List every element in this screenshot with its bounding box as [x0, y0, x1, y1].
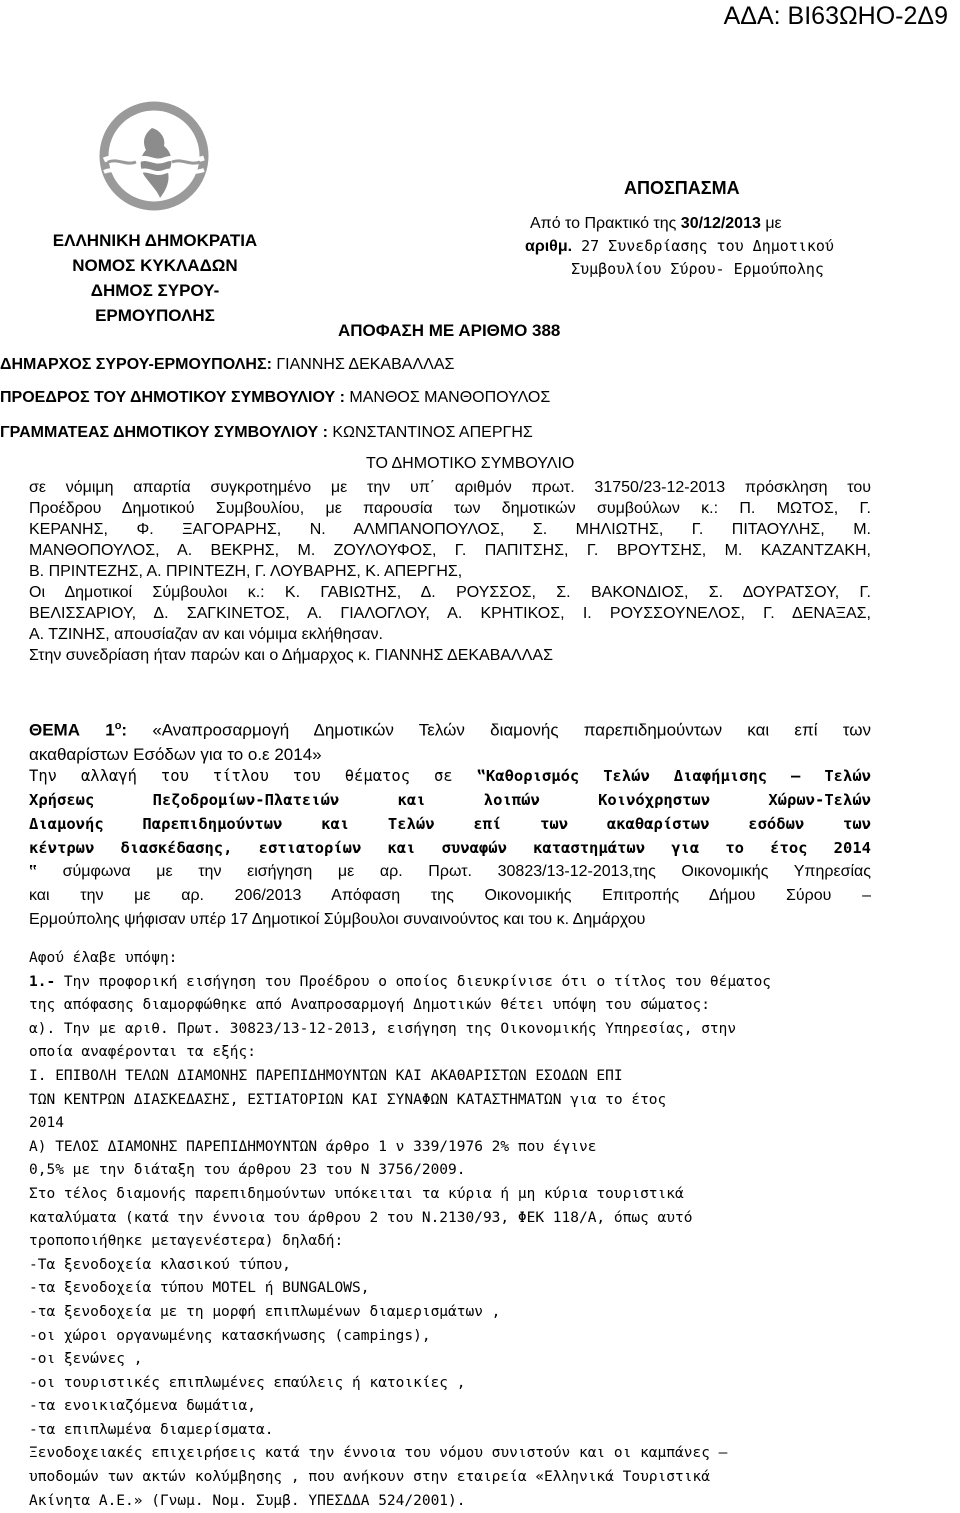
quorum-line: Α. ΤΖΙΝΗΣ, απουσίαζαν αν και νόμιμα εκλήθησαν. — [29, 626, 383, 643]
body-line — [29, 1065, 871, 1089]
body-line-text: α). Την με αριθ. Πρωτ. 30823/13-12-2013, εισήγηση της Οικονομικής Υπηρεσίας, στην — [29, 1020, 737, 1037]
body-line-text: -Τα ξενοδοχεία κλασικού τύπου, — [29, 1256, 291, 1273]
change-line: και την με αρ. 206/2013 Απόφαση της Οικονομικής Επιτροπής Δήμου Σύρου – — [29, 887, 871, 904]
item-number: 1.- — [29, 973, 56, 990]
quorum-line: σε νόμιμη απαρτία συγκροτημένο με την υπ΄ αριθμόν πρωτ. 31750/23-12-2013 πρόσκληση του — [29, 479, 871, 496]
body-line-text: -οι τουριστικές επιπλωμένες επαύλεις ή κατοικίες , — [29, 1374, 466, 1391]
body-line-text: Ακίνητα Α.Ε.» (Γνωμ. Νομ. Συμβ. ΥΠΕΣΔΔΑ 524/2001). — [29, 1492, 466, 1509]
body-line-text: οποία αναφέρονται τα εξής: — [29, 1044, 256, 1061]
body-line-text: -τα ξενοδοχεία τύπου MOTEL ή BUNGALOWS, — [29, 1280, 370, 1297]
body-line-text: υποδομών των ακτών κολύμβησης , που ανήκουν στην εταιρεία «Ελληνικά Τουριστικά — [29, 1469, 710, 1486]
authority-line: ΔΗΜΟΣ ΣΥΡΟΥ-ΕΡΜΟΥΠΟΛΗΣ — [90, 281, 220, 325]
body-line-text: Αφού έλαβε υπόψη: — [29, 950, 178, 966]
municipality-logo — [98, 98, 210, 216]
body-line-text: -τα ξενοδοχεία με τη μορφή επιπλωμένων διαμερισμάτων , — [29, 1303, 501, 1320]
body-line — [29, 1490, 871, 1513]
body-line — [29, 971, 871, 995]
change-line: Ερμούπολης ψήφισαν υπέρ 17 Δημοτικοί Σύμβουλοι συναινούντος και του κ. Δημάρχου — [29, 911, 646, 928]
body-line-text: τροποποιήθηκε μεταγενέστερα) δηλαδή: — [29, 1233, 344, 1250]
quorum-line: Οι Δημοτικοί Σύμβουλοι κ.: Κ. ΓΑΒΙΩΤΗΣ, Δ. ΡΟΥΣΣΟΣ, Σ. ΒΑΚΟΝΔΙΟΣ, Σ. ΔΟΥΡΑΤΣΟΥ, Γ. — [29, 584, 871, 601]
body-line-text: -τα ενοικιαζόμενα δωμάτια, — [29, 1398, 256, 1415]
body-line — [29, 994, 871, 1018]
meeting-date: 30/12/2013 — [680, 215, 761, 232]
excerpt-title: ΑΠΟΣΠΑΣΜΑ — [624, 178, 740, 198]
excerpt-header — [525, 177, 850, 280]
subject-line: ακαθαρίστων Εσόδων για το ο.ε 2014» — [29, 744, 322, 764]
subject-block — [29, 714, 871, 767]
body-line — [29, 1442, 871, 1466]
body-line — [29, 947, 871, 971]
minutes-line: Συμβουλίου Σύρου- Ερμούπολης — [571, 260, 824, 278]
body-line — [29, 1395, 871, 1419]
body-line-text: Στο τέλος διαμονής παρεπιδημούντων υπόκειται τα κύρια ή μη κύρια τουριστικά — [29, 1185, 684, 1202]
body-line — [29, 1372, 871, 1396]
body-line — [29, 1018, 871, 1042]
change-line: κέντρων διασκέδασης, εστιατορίων και συναφών καταστημάτων για το έτος 2014 — [29, 839, 871, 857]
quorum-line: Β. ΠΡΙΝΤΕΖΗΣ, Α. ΠΡΙΝΤΕΖΗ, Γ. ΛΟΥΒΑΡΗΣ, Κ. ΑΠΕΡΓΗΣ, — [29, 563, 463, 580]
quorum-line: Στην συνεδρίαση ήταν παρών και ο Δήμαρχος κ. ΓΙΑΝΝΗΣ ΔΕΚΑΒΑΛΛΑΣ — [29, 647, 553, 664]
body-line-text: ΤΩΝ ΚΕΝΤΡΩΝ ΔΙΑΣΚΕΔΑΣΗΣ, ΕΣΤΙΑΤΟΡΙΩΝ ΚΑΙ ΣΥΝΑΦΩΝ ΚΑΤΑΣΤΗΜΑΤΩΝ για το έτος — [29, 1091, 667, 1108]
body-line-text: Την προφορική εισήγηση του Προέδρου ο οποίος διευκρίνισε ότι ο τίτλος του θέματος — [55, 973, 772, 990]
body-line-text: καταλύματα (κατά την έννοια του άρθρου 2 του Ν.2130/93, ΦΕΚ 118/Α, όπως αυτό — [29, 1209, 693, 1226]
body-line — [29, 1277, 871, 1301]
title-change-block — [29, 764, 871, 932]
quorum-line: ΒΕΛΙΣΣΑΡΙΟΥ, Δ. ΣΑΓΚΙΝΕΤΟΣ, Α. ΓΙΑΛΟΓΛΟΥ, Α. ΚΡΗΤΙΚΟΣ, Ι. ΡΟΥΣΣΟΥΝΕΛΟΣ, Γ. ΔΕΝΑΞΑΣ, — [29, 605, 871, 622]
authority-header — [36, 228, 274, 328]
subject-line: ΘΕΜΑ $1^o$: «Αναπροσαρμογή Δημοτικών Τελών διαμονής παρεπιδημούντων και επί των — [29, 720, 871, 740]
body-line-text: της απόφασης διαμορφώθηκε από Αναπροσαρμογή Δημοτικών θέτει υπόψη του σώματος: — [29, 997, 710, 1014]
change-line: Διαμονής Παρεπιδημούντων και Τελών επί των ακαθαρίστων εσόδων των — [29, 815, 871, 833]
quorum-line: ΚΕΡΑΝΗΣ, Φ. ΞΑΓΟΡΑΡΗΣ, Ν. ΑΛΜΠΑΝΟΠΟΥΛΟΣ, Σ. ΜΗΛΙΩΤΗΣ, Γ. ΠΙΤΑΟΥΛΗΣ, Μ. — [29, 521, 871, 538]
body-line — [29, 1207, 871, 1231]
minutes-line: Από το Πρακτικό της 30/12/2013 με — [530, 215, 782, 232]
body-line-text: -τα επιπλωμένα διαμερίσματα. — [29, 1421, 274, 1438]
body-line-text: Α) ΤΕΛΟΣ ΔΙΑΜΟΝΗΣ ΠΑΡΕΠΙΔΗΜΟΥΝΤΩΝ άρθρο 1 ν 339/1976 2% που έγινε — [29, 1138, 597, 1155]
body-line — [29, 1183, 871, 1207]
body-line — [29, 1254, 871, 1278]
body-line — [29, 1112, 871, 1136]
authority-line: ΝΟΜΟΣ ΚΥΚΛΑΔΩΝ — [72, 256, 238, 275]
body-line-text: 2014 — [29, 1115, 64, 1132]
change-line: Την αλλαγή του τίτλου του θέματος σε ‟Καθορισμός Τελών Διαφήμισης – Τελών — [29, 767, 871, 785]
body-line-text: -οι χώροι οργανωμένης κατασκήνωσης (campings), — [29, 1327, 431, 1344]
body-line-text: Ι. ΕΠΙΒΟΛΗ ΤΕΛΩΝ ΔΙΑΜΟΝΗΣ ΠΑΡΕΠΙΔΗΜΟΥΝΤΩΝ ΚΑΙ ΑΚΑΘΑΡΙΣΤΩΝ ΕΣΟΔΩΝ ΕΠΙ — [29, 1067, 623, 1084]
body-line — [29, 1230, 871, 1254]
body-line — [29, 1041, 871, 1065]
ada-code: ΑΔΑ: ΒΙ63ΩΗΟ-2Δ9 — [723, 2, 948, 30]
quorum-block — [29, 477, 871, 666]
body-line — [29, 1159, 871, 1183]
quorum-line: ΜΑΝΘΟΠΟΥΛΟΣ, Α. ΒΕΚΡΗΣ, Μ. ΖΟΥΛΟΥΦΟΣ, Γ. ΠΑΠΙΤΣΗΣ, Γ. ΒΡΟΥΤΣΗΣ, Μ. ΚΑΖΑΝΤΖΑΚΗ, — [29, 542, 871, 559]
change-line: Χρήσεως Πεζοδρομίων-Πλατειών και λοιπών Κοινόχρηστων Χώρων-Τελών — [29, 791, 871, 809]
body-line — [29, 1325, 871, 1349]
considerations-block — [29, 947, 871, 1513]
council-heading: ΤΟ ΔΗΜΟΤΙΚΟ ΣΥΜΒΟΥΛΙΟ — [366, 455, 575, 472]
body-line — [29, 1348, 871, 1372]
body-line-text: 0,5% με την διάταξη του άρθρου 23 του Ν 3756/2009. — [29, 1162, 466, 1179]
body-line-text: Ξενοδοχειακές επιχειρήσεις κατά την έννοια του νόμου συνιστούν και οι καμπάνες – — [29, 1445, 728, 1462]
body-line — [29, 1466, 871, 1490]
body-line-text: -οι ξενώνες , — [29, 1351, 143, 1368]
minutes-line: αριθμ. 27 Συνεδρίασης του Δημοτικού — [525, 237, 834, 255]
secretary-line: ΓΡΑΜΜΑΤΕΑΣ ΔΗΜΟΤΙΚΟΥ ΣΥΜΒΟΥΛΙΟΥ : ΚΩΝΣΤΑΝΤΙΝΟΣ ΑΠΕΡΓΗΣ — [0, 424, 533, 441]
mayor-line: ΔΗΜΑΡΧΟΣ ΣΥΡΟΥ-ΕΡΜΟΥΠΟΛΗΣ: ΓΙΑΝΝΗΣ ΔΕΚΑΒΑΛΛΑΣ — [0, 356, 455, 373]
body-line — [29, 1301, 871, 1325]
quorum-line: Προέδρου Δημοτικού Συμβουλίου, με παρουσία των δημοτικών συμβούλων κ.: Π. ΜΩΤΟΣ, Γ. — [29, 500, 871, 517]
president-line: ΠΡΟΕΔΡΟΣ ΤΟΥ ΔΗΜΟΤΙΚΟΥ ΣΥΜΒΟΥΛΙΟΥ : ΜΑΝΘΟΣ ΜΑΝΘΟΠΟΥΛΟΣ — [0, 389, 551, 406]
change-line: ‟ σύμφωνα με την εισήγηση με αρ. Πρωτ. 30823/13-12-2013,της Οικονομικής Υπηρεσίας — [29, 863, 871, 880]
decision-title: ΑΠΟΦΑΣΗ ΜΕ ΑΡΙΘΜΟ 388 — [338, 321, 561, 340]
body-line — [29, 1419, 871, 1443]
body-line — [29, 1136, 871, 1160]
authority-line: ΕΛΛΗΝΙΚΗ ΔΗΜΟΚΡΑΤΙΑ — [52, 231, 258, 250]
body-line — [29, 1089, 871, 1113]
subject-label: ΘΕΜΑ 1 — [29, 720, 115, 740]
